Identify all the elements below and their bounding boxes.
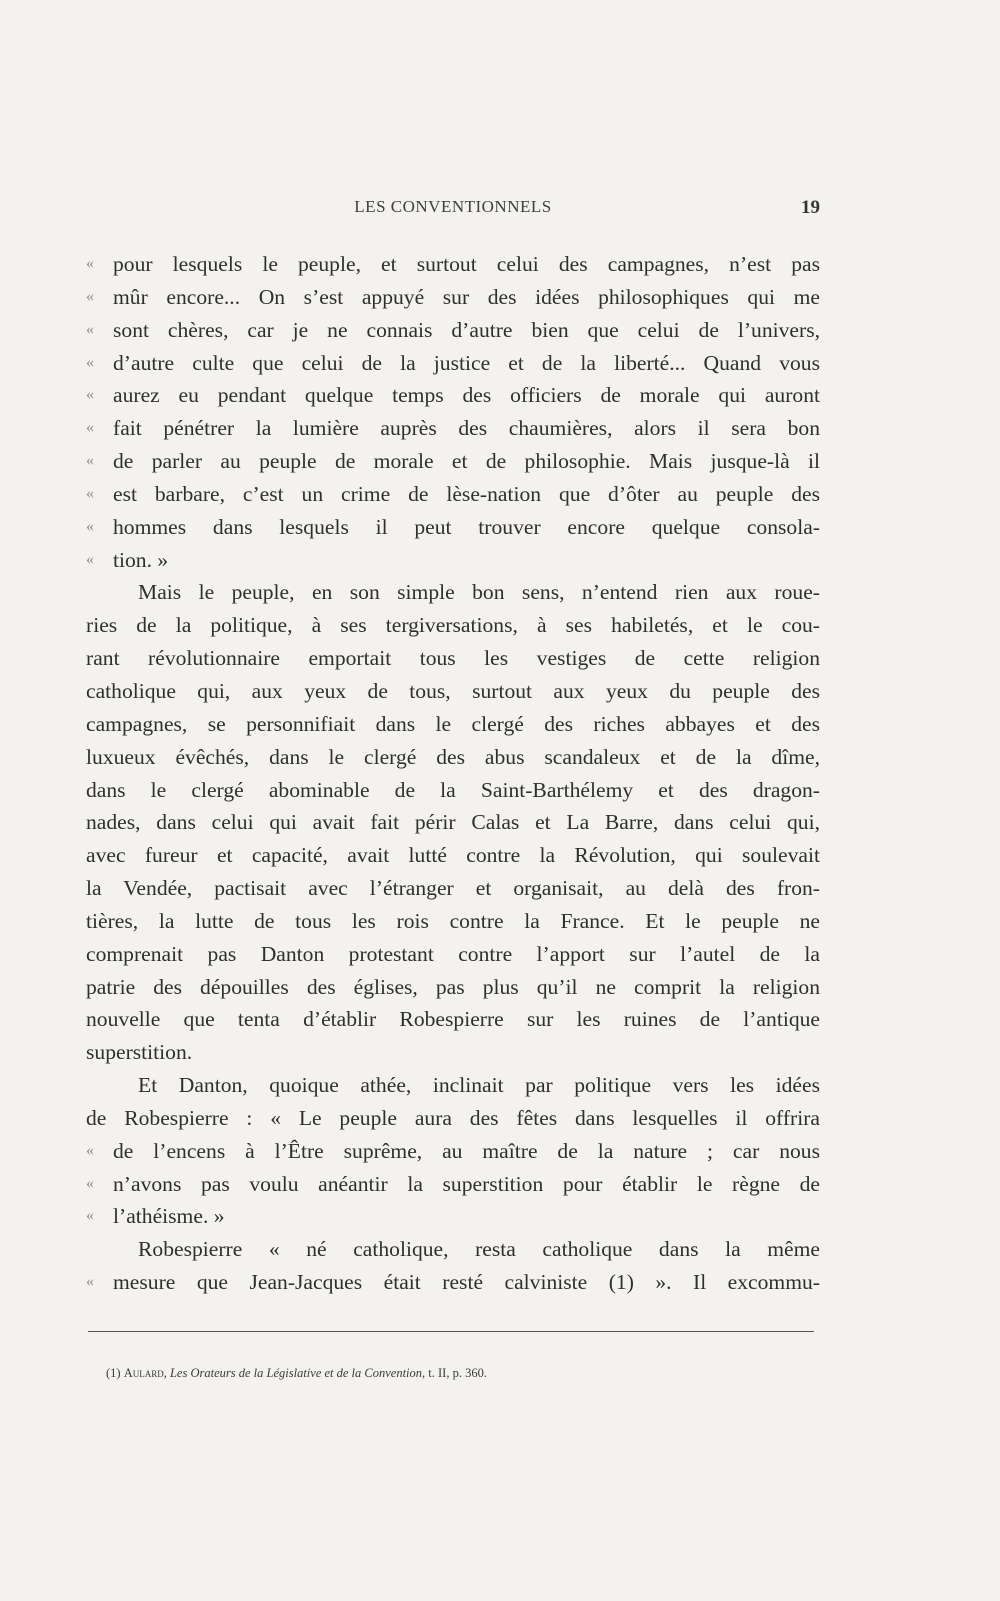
running-title: LES CONVENTIONNELS	[354, 197, 552, 216]
paragraph-1	[86, 576, 820, 1069]
quoted-line-text: hommes dans lesquels il peut trouver encore quelque consola-	[113, 514, 820, 539]
quoted-line-text: pour lesquels le peuple, et surtout celui des campagnes, n’est pas	[113, 252, 820, 276]
quoted-line-text: de parler au peuple de morale et de philosophie. Mais jusque-là il	[113, 449, 820, 474]
text-line: luxueux évêchés, dans le clergé des abus scandaleux et de la dîme,	[86, 744, 820, 769]
quoted-line	[86, 281, 820, 314]
quoted-line-text: n’avons pas voulu anéantir la superstition pour établir le règne de	[113, 1171, 820, 1196]
footnote-title: Les Orateurs de la Législative et de la Convention,	[169, 1366, 426, 1380]
quoted-line	[86, 544, 820, 577]
text-line: campagnes, se personnifiait dans le clergé des riches abbayes et des	[86, 711, 820, 736]
quoted-line	[86, 1266, 820, 1299]
quote-mark: «	[86, 1141, 94, 1159]
quoted-line-text: tion. »	[113, 547, 169, 572]
text-line: Et Danton, quoique athée, inclinait par politique vers les idées	[138, 1073, 820, 1098]
text-line: catholique qui, aux yeux de tous, surtout aux yeux du peuple des	[86, 678, 820, 703]
quoted-line	[86, 314, 820, 347]
quoted-line	[86, 379, 820, 412]
quoted-line	[86, 511, 820, 544]
quote-mark: «	[86, 353, 94, 371]
quote-mark: «	[86, 255, 94, 272]
paragraph-2	[86, 1069, 820, 1233]
quote-mark: «	[86, 484, 94, 502]
footnote-reference: t. II, p. 360.	[428, 1366, 487, 1380]
quote-mark: «	[86, 517, 94, 535]
body-text	[86, 248, 820, 1299]
quoted-line-text: mesure que Jean-Jacques était resté calviniste (1) ». Il excommu-	[113, 1270, 820, 1295]
footnote-author: Aulard,	[123, 1366, 167, 1380]
text-line: avec fureur et capacité, avait lutté contre la Révolution, qui soulevait	[86, 843, 820, 868]
text-line: comprenait pas Danton protestant contre l’apport sur l’autel de la	[86, 941, 820, 966]
text-line: de Robespierre : « Le peuple aura des fêtes dans lesquelles il offrira	[86, 1105, 820, 1130]
quoted-line	[86, 248, 820, 281]
quoted-line-text: l’athéisme. »	[113, 1204, 225, 1229]
footnote	[106, 1366, 487, 1381]
page-number: 19	[801, 197, 820, 218]
quoted-line-text: aurez eu pendant quelque temps des officiers de morale qui auront	[113, 383, 820, 408]
text-line: nades, dans celui qui avait fait périr Calas et La Barre, dans celui qui,	[86, 810, 820, 835]
quote-mark: «	[86, 1273, 94, 1291]
running-head	[86, 197, 820, 221]
text-line: la Vendée, pactisait avec l’étranger et organisait, au delà des fron-	[86, 876, 820, 901]
quoted-line-text: mûr encore... On s’est appuyé sur des idées philosophiques qui me	[113, 284, 820, 309]
quote-mark: «	[86, 419, 94, 437]
quoted-line	[86, 347, 820, 380]
text-line: Mais le peuple, en son simple bon sens, n’entend rien aux roue-	[138, 580, 820, 605]
quoted-line-text: d’autre culte que celui de la justice et de la liberté... Quand vous	[113, 350, 820, 375]
quote-mark: «	[86, 1174, 94, 1192]
quote-mark: «	[86, 287, 94, 305]
text-line: ries de la politique, à ses tergiversations, à ses habiletés, et le cou-	[86, 613, 820, 638]
quoted-line	[86, 412, 820, 445]
quoted-line	[86, 1200, 820, 1233]
quoted-line-text: fait pénétrer la lumière auprès des chaumières, alors il sera bon	[113, 416, 820, 441]
quoted-line	[86, 478, 820, 511]
quoted-line	[86, 445, 820, 478]
quote-block-1	[86, 248, 820, 576]
quote-mark: «	[86, 550, 94, 568]
text-line: superstition.	[86, 1040, 193, 1065]
quote-mark: «	[86, 320, 94, 338]
quoted-line-text: est barbare, c’est un crime de lèse-nation que d’ôter au peuple des	[113, 481, 820, 506]
quoted-line-text: de l’encens à l’Être suprême, au maître de la nature ; car nous	[113, 1138, 820, 1163]
text-line: Robespierre « né catholique, resta catholique dans la même	[138, 1237, 820, 1262]
quoted-line-text: sont chères, car je ne connais d’autre bien que celui de l’univers,	[113, 317, 820, 342]
quote-mark: «	[86, 386, 94, 404]
quote-mark: «	[86, 1207, 94, 1225]
quoted-line	[86, 1135, 820, 1168]
quote-mark: «	[86, 452, 94, 470]
footnote-rule	[88, 1331, 814, 1332]
text-line: dans le clergé abominable de la Saint-Barthélemy et des dragon-	[86, 777, 820, 802]
text-line: rant révolutionnaire emportait tous les vestiges de cette religion	[86, 646, 820, 671]
text-line: tières, la lutte de tous les rois contre la France. Et le peuple ne	[86, 908, 820, 933]
quoted-line	[86, 1168, 820, 1201]
text-line: nouvelle que tenta d’établir Robespierre sur les ruines de l’antique	[86, 1007, 820, 1032]
paragraph-3	[86, 1233, 820, 1299]
footnote-number: (1)	[106, 1366, 121, 1380]
text-line: patrie des dépouilles des églises, pas plus qu’il ne comprit la religion	[86, 974, 820, 999]
